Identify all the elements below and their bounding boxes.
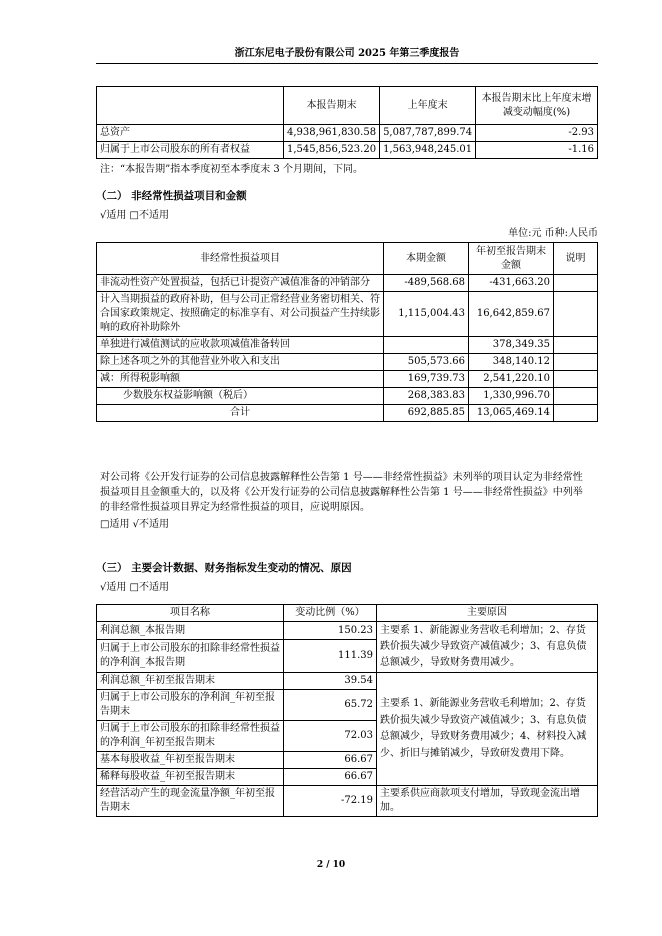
table-cell: 归属于上市公司股东的所有者权益 xyxy=(97,142,284,159)
table-cell: 66.67 xyxy=(284,752,377,769)
apply-checkbox-text: √适用 □不适用 xyxy=(100,210,169,221)
table-cell: 经营活动产生的现金流量净额_年初至报告期末 xyxy=(97,786,284,817)
table-cell: 计入当期损益的政府补助，但与公司正常经营业务密切相关、符合国家政策规定、按照确定的标准享有、对公司损益产生持续影响的政府补助除外 xyxy=(97,292,384,337)
table-cell: 1,545,856,523.20 xyxy=(284,142,380,159)
table-header-cell: 本报告期末比上年度末增减变动幅度(%) xyxy=(476,87,598,125)
table-cell: 1,330,996.70 xyxy=(469,388,554,405)
table-cell: 归属于上市公司股东的扣除非经常性损益的净利润_年初至报告期末 xyxy=(97,721,284,752)
table-row xyxy=(97,622,598,640)
table-row xyxy=(97,605,598,622)
table-cell: 268,383.83 xyxy=(384,388,469,405)
non-recurring-table xyxy=(96,242,598,422)
section-title: （二） 非经常性损益项目和金额 xyxy=(96,190,247,202)
table-cell xyxy=(554,337,598,354)
table-cell: 少数股东权益影响额（税后） xyxy=(97,388,384,405)
table-cell: 基本每股收益_年初至报告期末 xyxy=(97,752,284,769)
table-header-cell: 变动比例（%） xyxy=(284,605,377,622)
table-cell: -2.93 xyxy=(476,125,598,142)
table-cell: 归属于上市公司股东的净利润_年初至报告期末 xyxy=(97,690,284,721)
table-header-cell: 年初至报告期末金额 xyxy=(469,243,554,275)
table-cell: 除上述各项之外的其他营业外收入和支出 xyxy=(97,354,384,371)
page-number: 2 / 10 xyxy=(316,860,346,870)
table-cell: 65.72 xyxy=(284,690,377,721)
table-cell: 39.54 xyxy=(284,673,377,690)
table-header-cell: 上年度末 xyxy=(380,87,476,125)
table-cell xyxy=(384,337,469,354)
reason-cell: 主要系供应商款项支付增加，导致现金流出增加。 xyxy=(377,786,598,817)
unit-label: 单位:元 币种:人民币 xyxy=(508,228,598,239)
table-cell: 150.23 xyxy=(284,622,377,640)
table-cell xyxy=(554,292,598,337)
table-cell: 72.03 xyxy=(284,721,377,752)
table-row xyxy=(97,673,598,690)
apply-checkbox-text: □适用 √不适用 xyxy=(100,519,169,530)
table-cell: 505,573.66 xyxy=(384,354,469,371)
table-cell: -1.16 xyxy=(476,142,598,159)
table-cell: 692,885.85 xyxy=(384,405,469,422)
table-row xyxy=(97,243,598,275)
table-cell xyxy=(554,388,598,405)
section-title: （三） 主要会计数据、财务指标发生变动的情况、原因 xyxy=(96,562,352,574)
table-header-cell: 主要原因 xyxy=(377,605,598,622)
table-row xyxy=(97,786,598,817)
page-header: 浙江东尼电子股份有限公司 2025 年第三季度报告 xyxy=(96,44,598,64)
table-row xyxy=(97,275,598,292)
table-cell: 111.39 xyxy=(284,640,377,673)
table-cell: 2,541,220.10 xyxy=(469,371,554,388)
reason-cell: 主要系 1、新能源业务营收毛利增加；2、存货跌价损失减少导致资产减值减少；3、有息负债总额减少，导致财务费用减少；4、材料投入减少、折旧与摊销减少，导致研发费用下降。 xyxy=(377,673,598,786)
change-reason-table xyxy=(96,604,598,817)
table-cell: 合计 xyxy=(97,405,384,422)
table-cell: 非流动性资产处置损益，包括已计提资产减值准备的冲销部分 xyxy=(97,275,384,292)
table-row xyxy=(97,292,598,337)
table-cell: 利润总额_年初至报告期末 xyxy=(97,673,284,690)
explanation-paragraph: 对公司将《公开发行证券的公司信息披露解释性公告第 1 号——非经常性损益》未列举的项目认定为非经常性损益项目且金额重大的，以及将《公开发行证券的公司信息披露解释性公告第 1 号——非经常性损益》中列举的非经常性损益项目界定为经常性损益的项目，应说明原因。 xyxy=(100,472,583,513)
table-cell: 5,087,787,899.74 xyxy=(380,125,476,142)
table-header-cell: 项目名称 xyxy=(97,605,284,622)
table-row xyxy=(97,125,598,142)
balance-table xyxy=(96,86,598,159)
table-row xyxy=(97,337,598,354)
table-cell xyxy=(554,405,598,422)
table-note: 注：“本报告期”指本季度初至本季度末 3 个月期间，下同。 xyxy=(100,164,363,175)
table-row xyxy=(97,354,598,371)
table-row xyxy=(97,87,598,125)
table-cell: 348,140.12 xyxy=(469,354,554,371)
table-cell: 利润总额_本报告期 xyxy=(97,622,284,640)
table-cell: 13,065,469.14 xyxy=(469,405,554,422)
reason-cell: 主要系 1、新能源业务营收毛利增加；2、存货跌价损失减少导致资产减值减少；3、有息负债总额减少，导致财务费用减少。 xyxy=(377,622,598,673)
table-cell: 单独进行减值测试的应收款项减值准备转回 xyxy=(97,337,384,354)
table-header-cell: 本报告期末 xyxy=(284,87,380,125)
table-cell: 1,563,948,245.01 xyxy=(380,142,476,159)
table-cell: -72.19 xyxy=(284,786,377,817)
table-cell: -489,568.68 xyxy=(384,275,469,292)
table-row xyxy=(97,371,598,388)
table-cell: 378,349.35 xyxy=(469,337,554,354)
table-header-cell: 本期金额 xyxy=(384,243,469,275)
table-row xyxy=(97,388,598,405)
table-cell: 稀释每股收益_年初至报告期末 xyxy=(97,769,284,786)
table-cell xyxy=(554,371,598,388)
table-cell: -431,663.20 xyxy=(469,275,554,292)
table-header-cell: 非经常性损益项目 xyxy=(97,243,384,275)
table-cell: 1,115,004.43 xyxy=(384,292,469,337)
table-header-cell: 说明 xyxy=(554,243,598,275)
table-cell: 4,938,961,830.58 xyxy=(284,125,380,142)
table-cell xyxy=(554,275,598,292)
table-cell: 总资产 xyxy=(97,125,284,142)
table-cell: 66.67 xyxy=(284,769,377,786)
table-cell: 169,739.73 xyxy=(384,371,469,388)
table-cell xyxy=(554,354,598,371)
table-cell: 减：所得税影响额 xyxy=(97,371,384,388)
apply-checkbox-text: √适用 □不适用 xyxy=(100,582,169,593)
table-cell: 归属于上市公司股东的扣除非经常性损益的净利润_本报告期 xyxy=(97,640,284,673)
table-row xyxy=(97,142,598,159)
table-row xyxy=(97,405,598,422)
table-header-cell xyxy=(97,87,284,125)
table-cell: 16,642,859.67 xyxy=(469,292,554,337)
